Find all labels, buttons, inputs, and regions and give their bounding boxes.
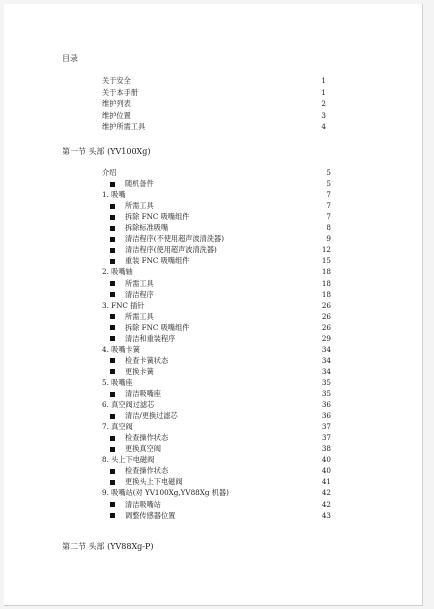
toc-entry-label: 维护列表 — [102, 99, 131, 108]
toc-entry-label: 4. 吸嘴卡簧 — [102, 344, 140, 354]
toc-heading-row[interactable] — [0, 378, 434, 388]
toc-entry-label: 拆除标准吸嘴 — [125, 223, 169, 233]
toc-heading-row[interactable] — [0, 345, 434, 355]
toc-entry-label: 介绍 — [102, 168, 117, 177]
toc-page-number: 42 — [321, 488, 331, 498]
toc-page-number: 12 — [321, 245, 331, 255]
bullet-square-icon — [110, 237, 115, 242]
toc-entry-label: 重装 FNC 吸嘴组件 — [125, 256, 190, 266]
toc-heading-row[interactable] — [0, 168, 434, 178]
toc-page-number: 36 — [321, 411, 331, 421]
toc-entry-label: 检查操作状态 — [125, 466, 169, 476]
toc-row[interactable] — [0, 76, 434, 86]
toc-page-number: 40 — [321, 466, 331, 476]
bullet-square-icon — [110, 259, 115, 264]
toc-page-number: 29 — [321, 333, 331, 343]
toc-entry-label: 拆除 FNC 吸嘴组件 — [125, 212, 190, 222]
toc-page-number: 38 — [321, 444, 331, 454]
toc-page-number: 18 — [321, 278, 331, 288]
toc-page-number: 3 — [321, 110, 326, 120]
toc-page-number: 1 — [321, 87, 326, 97]
bullet-square-icon — [110, 215, 115, 220]
toc-page-number: 36 — [321, 400, 331, 410]
toc-entry-label: 8. 头上下电磁阀 — [102, 455, 155, 465]
toc-subitem-row[interactable] — [0, 245, 434, 255]
bullet-square-icon — [110, 248, 115, 253]
toc-heading-row[interactable] — [0, 400, 434, 410]
bullet-square-icon — [110, 281, 115, 286]
toc-subitem-row[interactable] — [0, 223, 434, 233]
bullet-square-icon — [110, 392, 115, 397]
toc-entry-label: 所需工具 — [125, 201, 154, 211]
toc-subitem-row[interactable] — [0, 323, 434, 333]
toc-entry-label: 9. 吸嘴站(对 YV100Xg,YV88Xg 机器) — [102, 488, 229, 498]
toc-page-number: 8 — [326, 223, 331, 233]
toc-page-number: 37 — [321, 433, 331, 443]
toc-subitem-row[interactable] — [0, 212, 434, 222]
toc-entry-label: 1. 吸嘴 — [102, 190, 126, 200]
bullet-square-icon — [110, 226, 115, 231]
toc-entry-label: 7. 真空阀 — [102, 422, 133, 432]
toc-page-number: 41 — [321, 477, 331, 487]
toc-entry-label: 清洁吸嘴座 — [125, 389, 161, 398]
toc-entry-label: 清洁程序(使用超声波清洗器) — [125, 245, 217, 255]
toc-subitem-row[interactable] — [0, 334, 434, 344]
toc-subitem-row[interactable] — [0, 411, 434, 421]
toc-subitem-row[interactable] — [0, 201, 434, 211]
toc-entry-label: 3. FNC 插针 — [102, 300, 145, 310]
toc-entry-label: 更换卡簧 — [125, 366, 154, 376]
bullet-square-icon — [110, 513, 115, 518]
toc-page-number: 5 — [326, 168, 331, 177]
toc-subitem-row[interactable] — [0, 356, 434, 366]
toc-entry-label: 清洁/更换过滤芯 — [125, 411, 178, 421]
toc-heading-row[interactable] — [0, 455, 434, 465]
toc-page-number: 18 — [321, 289, 331, 299]
bullet-square-icon — [110, 314, 115, 319]
toc-heading-row[interactable] — [0, 190, 434, 200]
toc-page-number: 42 — [321, 499, 331, 509]
toc-subitem-row[interactable] — [0, 477, 434, 487]
toc-page-number: 18 — [321, 267, 331, 277]
toc-entry-label: 5. 吸嘴座 — [102, 377, 133, 387]
toc-heading-row[interactable] — [0, 267, 434, 277]
bullet-square-icon — [110, 336, 115, 341]
toc-heading-row[interactable] — [0, 301, 434, 311]
toc-row[interactable] — [0, 88, 434, 98]
toc-page-number: 9 — [326, 234, 331, 244]
toc-entry-label: 维护位置 — [102, 110, 131, 120]
toc-page-number: 26 — [321, 300, 331, 310]
toc-page-number: 7 — [326, 201, 331, 211]
bullet-square-icon — [110, 369, 115, 374]
bullet-square-icon — [110, 204, 115, 209]
toc-subitem-row[interactable] — [0, 290, 434, 300]
toc-row[interactable] — [0, 111, 434, 121]
toc-page-number: 2 — [321, 99, 326, 108]
toc-entry-label: 更换头上下电磁阀 — [125, 477, 183, 487]
toc-entry-label: 6. 真空阀过滤芯 — [102, 400, 155, 410]
toc-page-number: 4 — [321, 122, 326, 131]
section2-title: 第二节 头部 (YV88Xg-P) — [62, 542, 154, 551]
toc-entry-label: 更换真空阀 — [125, 444, 161, 454]
bullet-square-icon — [110, 292, 115, 297]
toc-page-number: 35 — [321, 389, 331, 398]
bullet-square-icon — [110, 436, 115, 441]
toc-subitem-row[interactable] — [0, 444, 434, 454]
toc-entry-label: 检查卡簧状态 — [125, 355, 169, 365]
bullet-square-icon — [110, 480, 115, 485]
toc-page-number: 40 — [321, 455, 331, 465]
toc-entry-label: 调整传感器位置 — [125, 510, 176, 520]
toc-page-number: 26 — [321, 322, 331, 332]
toc-subitem-row[interactable] — [0, 433, 434, 443]
toc-entry-label: 拆除 FNC 吸嘴组件 — [125, 322, 190, 332]
bullet-square-icon — [110, 502, 115, 507]
toc-subitem-row[interactable] — [0, 466, 434, 476]
toc-page-number: 34 — [321, 355, 331, 365]
toc-page-number: 7 — [326, 190, 331, 200]
toc-subitem-row[interactable] — [0, 500, 434, 510]
toc-subitem-row[interactable] — [0, 389, 434, 399]
toc-entry-label: 清洁和重装程序 — [125, 333, 176, 343]
toc-heading-row[interactable] — [0, 422, 434, 432]
bullet-square-icon — [110, 182, 115, 187]
toc-row[interactable] — [0, 122, 434, 132]
toc-subitem-row[interactable] — [0, 367, 434, 377]
toc-entry-label: 关于本手册 — [102, 87, 138, 97]
toc-page-number: 1 — [321, 76, 326, 85]
toc-entry-label: 清洁程序 — [125, 289, 154, 299]
bullet-square-icon — [110, 469, 115, 474]
toc-subitem-row[interactable] — [0, 279, 434, 289]
toc-page-number: 35 — [321, 377, 331, 387]
toc-entry-label: 检查操作状态 — [125, 433, 169, 443]
toc-subitem-row[interactable] — [0, 234, 434, 244]
toc-page-number: 37 — [321, 422, 331, 432]
toc-entry-label: 维护所需工具 — [102, 122, 146, 131]
bullet-square-icon — [110, 447, 115, 452]
bullet-square-icon — [110, 325, 115, 330]
toc-page-number: 26 — [321, 311, 331, 321]
toc-heading-row[interactable] — [0, 488, 434, 498]
bullet-square-icon — [110, 414, 115, 419]
toc-title: 目录 — [62, 54, 78, 63]
toc-entry-label: 随机备件 — [125, 179, 154, 189]
toc-page-number: 34 — [321, 344, 331, 354]
toc-entry-label: 所需工具 — [125, 278, 154, 288]
toc-page-number: 15 — [321, 256, 331, 266]
toc-subitem-row[interactable] — [0, 511, 434, 521]
toc-row[interactable] — [0, 99, 434, 109]
section1-title: 第一节 头部 (YV100Xg) — [62, 147, 151, 156]
toc-page-number: 43 — [321, 510, 331, 520]
toc-subitem-row[interactable] — [0, 179, 434, 189]
toc-entry-label: 清洁吸嘴站 — [125, 499, 161, 509]
bullet-square-icon — [110, 358, 115, 363]
toc-page-number: 34 — [321, 366, 331, 376]
toc-entry-label: 所需工具 — [125, 311, 154, 321]
toc-subitem-row[interactable] — [0, 312, 434, 322]
toc-page-number: 7 — [326, 212, 331, 222]
toc-entry-label: 关于安全 — [102, 76, 131, 85]
toc-page-number: 5 — [326, 179, 331, 189]
toc-entry-label: 2. 吸嘴轴 — [102, 267, 133, 277]
toc-subitem-row[interactable] — [0, 256, 434, 266]
toc-entry-label: 清洁程序(不使用超声波清洗器) — [125, 234, 225, 244]
